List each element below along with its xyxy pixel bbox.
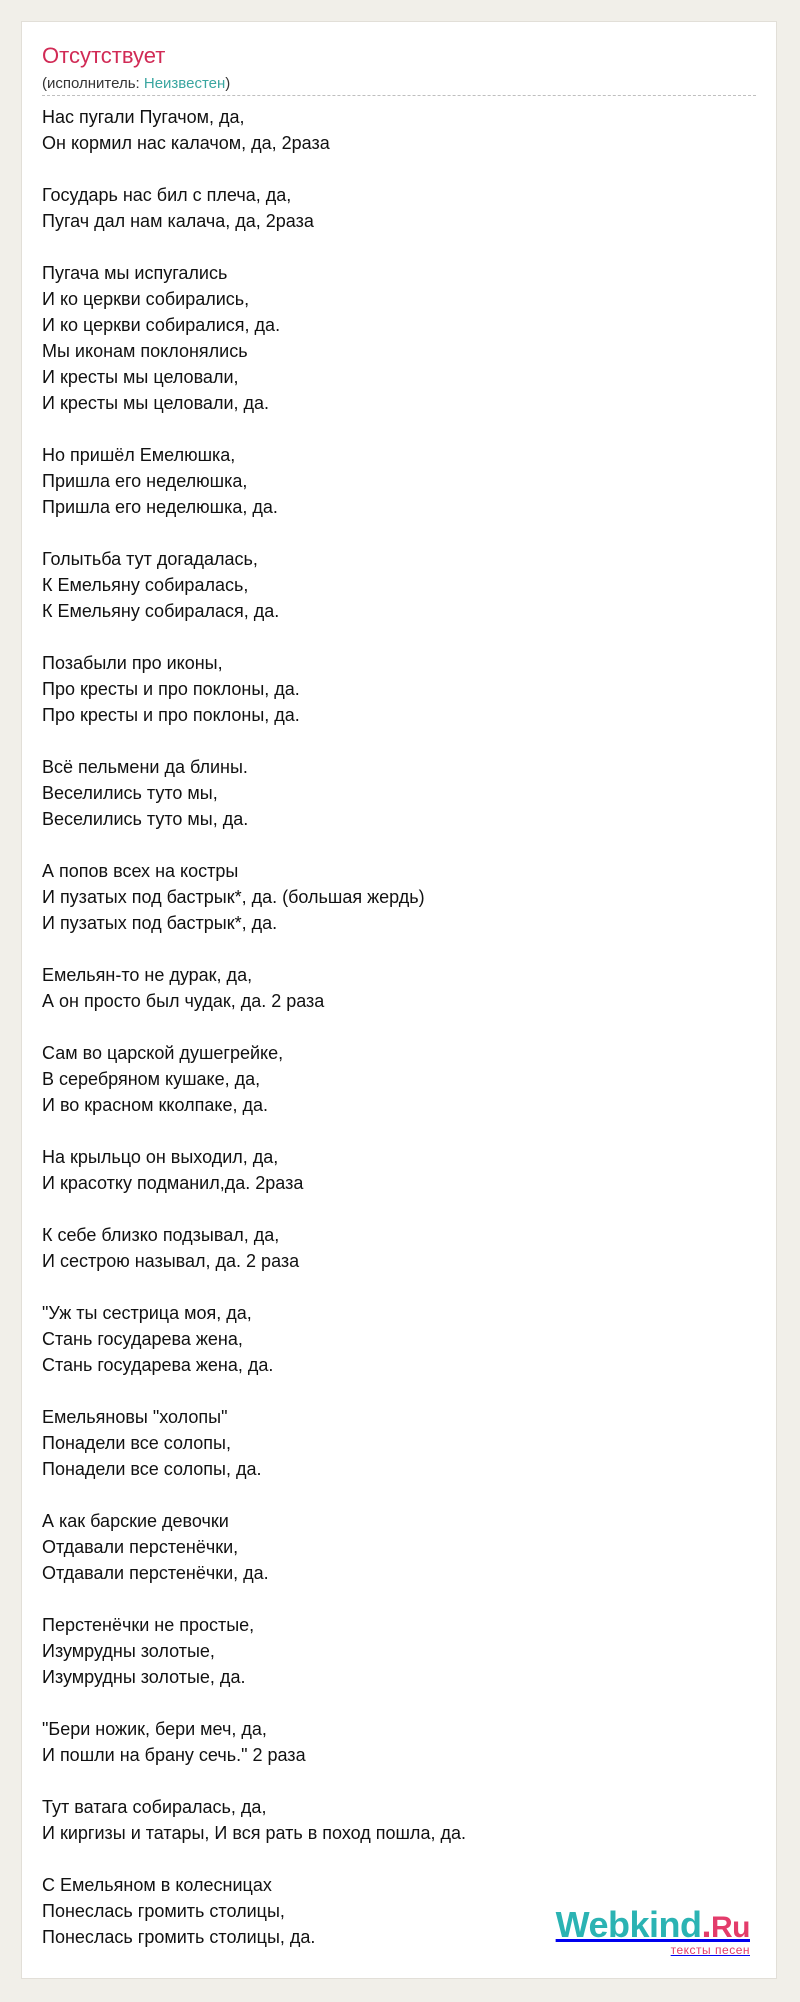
lyric-line: Голытьба тут догадалась,	[42, 549, 258, 569]
lyric-line: "Бери ножик, бери меч, да,	[42, 1719, 267, 1739]
lyric-line: Изумрудны золотые, да.	[42, 1667, 246, 1687]
lyric-line: Нас пугали Пугачом, да,	[42, 107, 245, 127]
lyric-line: И во красном кколпаке, да.	[42, 1095, 268, 1115]
lyric-line: Про кресты и про поклоны, да.	[42, 679, 300, 699]
lyric-stanza	[42, 754, 758, 832]
lyric-line: И пузатых под бастрык*, да. (большая жердь)	[42, 887, 425, 907]
song-title: Отсутствует	[42, 43, 166, 68]
lyric-line: В серебряном кушаке, да,	[42, 1069, 261, 1089]
site-logo[interactable]	[555, 1904, 750, 1957]
lyric-line: А попов всех на костры	[42, 861, 239, 881]
lyric-line: Про кресты и про поклоны, да.	[42, 705, 300, 725]
lyrics-card	[21, 21, 777, 1979]
lyric-stanza	[42, 962, 758, 1014]
artist-line	[42, 75, 230, 93]
lyric-line: Сам во царской душегрейке,	[42, 1043, 284, 1063]
logo-tagline: тексты песен	[670, 1943, 750, 1957]
lyric-line: К Емельяну собиралась,	[42, 575, 249, 595]
lyric-line: И киргизы и татары, И вся рать в поход пошла, да.	[42, 1823, 466, 1843]
artist-link[interactable]: Неизвестен	[143, 75, 226, 92]
lyric-stanza	[42, 182, 758, 234]
lyric-line: Веселились туто мы,	[42, 783, 218, 803]
lyric-line: Государь нас бил с плеча, да,	[42, 185, 292, 205]
lyric-stanza	[42, 1222, 758, 1274]
lyric-stanza	[42, 1612, 758, 1690]
lyric-stanza	[42, 1300, 758, 1378]
lyric-line: И пошли на брану сечь." 2 раза	[42, 1745, 306, 1765]
lyric-line: И ко церкви собиралися, да.	[42, 315, 281, 335]
lyric-line: Емельяновы "холопы"	[42, 1407, 228, 1427]
logo-main-text: Webkind	[555, 1904, 702, 1945]
lyric-line: И красотку подманил,да. 2раза	[42, 1173, 304, 1193]
lyric-line: Он кормил нас калачом, да, 2раза	[42, 133, 330, 153]
lyric-stanza	[42, 1508, 758, 1586]
lyric-stanza	[42, 1716, 758, 1768]
lyric-line: Перстенёчки не простые,	[42, 1615, 255, 1635]
lyric-line: Пугач дал нам калача, да, 2раза	[42, 211, 314, 231]
lyric-line: И кресты мы целовали, да.	[42, 393, 270, 413]
lyric-line: И пузатых под бастрык*, да.	[42, 913, 278, 933]
lyric-stanza	[42, 260, 758, 416]
lyric-line: Стань государева жена, да.	[42, 1355, 274, 1375]
lyric-line: Пришла его неделюшка,	[42, 471, 248, 491]
artist-prefix: (исполнитель:	[42, 75, 144, 92]
lyric-line: Стань государева жена,	[42, 1329, 243, 1349]
lyrics-body	[42, 104, 758, 1976]
lyric-line: И сестрою называл, да. 2 раза	[42, 1251, 300, 1271]
lyric-line: Но пришёл Емелюшка,	[42, 445, 236, 465]
lyric-line: Всё пельмени да блины.	[42, 757, 248, 777]
lyric-line: Понеслась громить столицы,	[42, 1901, 285, 1921]
lyric-line: Емельян-то не дурак, да,	[42, 965, 253, 985]
lyric-line: Мы иконам поклонялись	[42, 341, 248, 361]
lyric-line: Понадели все солопы,	[42, 1433, 231, 1453]
lyric-line: С Емельяном в колесницах	[42, 1875, 272, 1895]
lyric-line: Понадели все солопы, да.	[42, 1459, 262, 1479]
lyric-line: К Емельяну собиралася, да.	[42, 601, 280, 621]
lyric-line: А как барские девочки	[42, 1511, 229, 1531]
lyric-stanza	[42, 650, 758, 728]
lyric-stanza	[42, 1040, 758, 1118]
lyric-line: И кресты мы целовали,	[42, 367, 239, 387]
lyric-line: Понеслась громить столицы, да.	[42, 1927, 316, 1947]
lyric-line: Позабыли про иконы,	[42, 653, 223, 673]
lyric-line: К себе близко подзывал, да,	[42, 1225, 280, 1245]
lyric-line: И ко церкви собирались,	[42, 289, 250, 309]
lyric-line: Пришла его неделюшка, да.	[42, 497, 278, 517]
lyric-stanza	[42, 546, 758, 624]
lyric-line: "Уж ты сестрица моя, да,	[42, 1303, 252, 1323]
lyric-line: Веселились туто мы, да.	[42, 809, 249, 829]
lyric-line: Тут ватага собиралась, да,	[42, 1797, 267, 1817]
logo-tld: Ru	[711, 1911, 750, 1944]
lyric-line: Отдавали перстенёчки,	[42, 1537, 239, 1557]
lyric-stanza	[42, 858, 758, 936]
artist-suffix: )	[225, 75, 231, 92]
header-divider	[42, 95, 756, 96]
lyric-stanza	[42, 1144, 758, 1196]
lyric-line: На крыльцо он выходил, да,	[42, 1147, 279, 1167]
logo-wordmark	[555, 1904, 750, 1946]
lyric-line: Изумрудны золотые,	[42, 1641, 215, 1661]
lyric-line: Пугача мы испугались	[42, 263, 228, 283]
lyric-stanza	[42, 1794, 758, 1846]
lyric-line: Отдавали перстенёчки, да.	[42, 1563, 269, 1583]
logo-dot: .	[701, 1904, 711, 1945]
lyric-line: А он просто был чудак, да. 2 раза	[42, 991, 325, 1011]
lyric-stanza	[42, 1404, 758, 1482]
lyric-stanza	[42, 104, 758, 156]
lyric-stanza	[42, 442, 758, 520]
